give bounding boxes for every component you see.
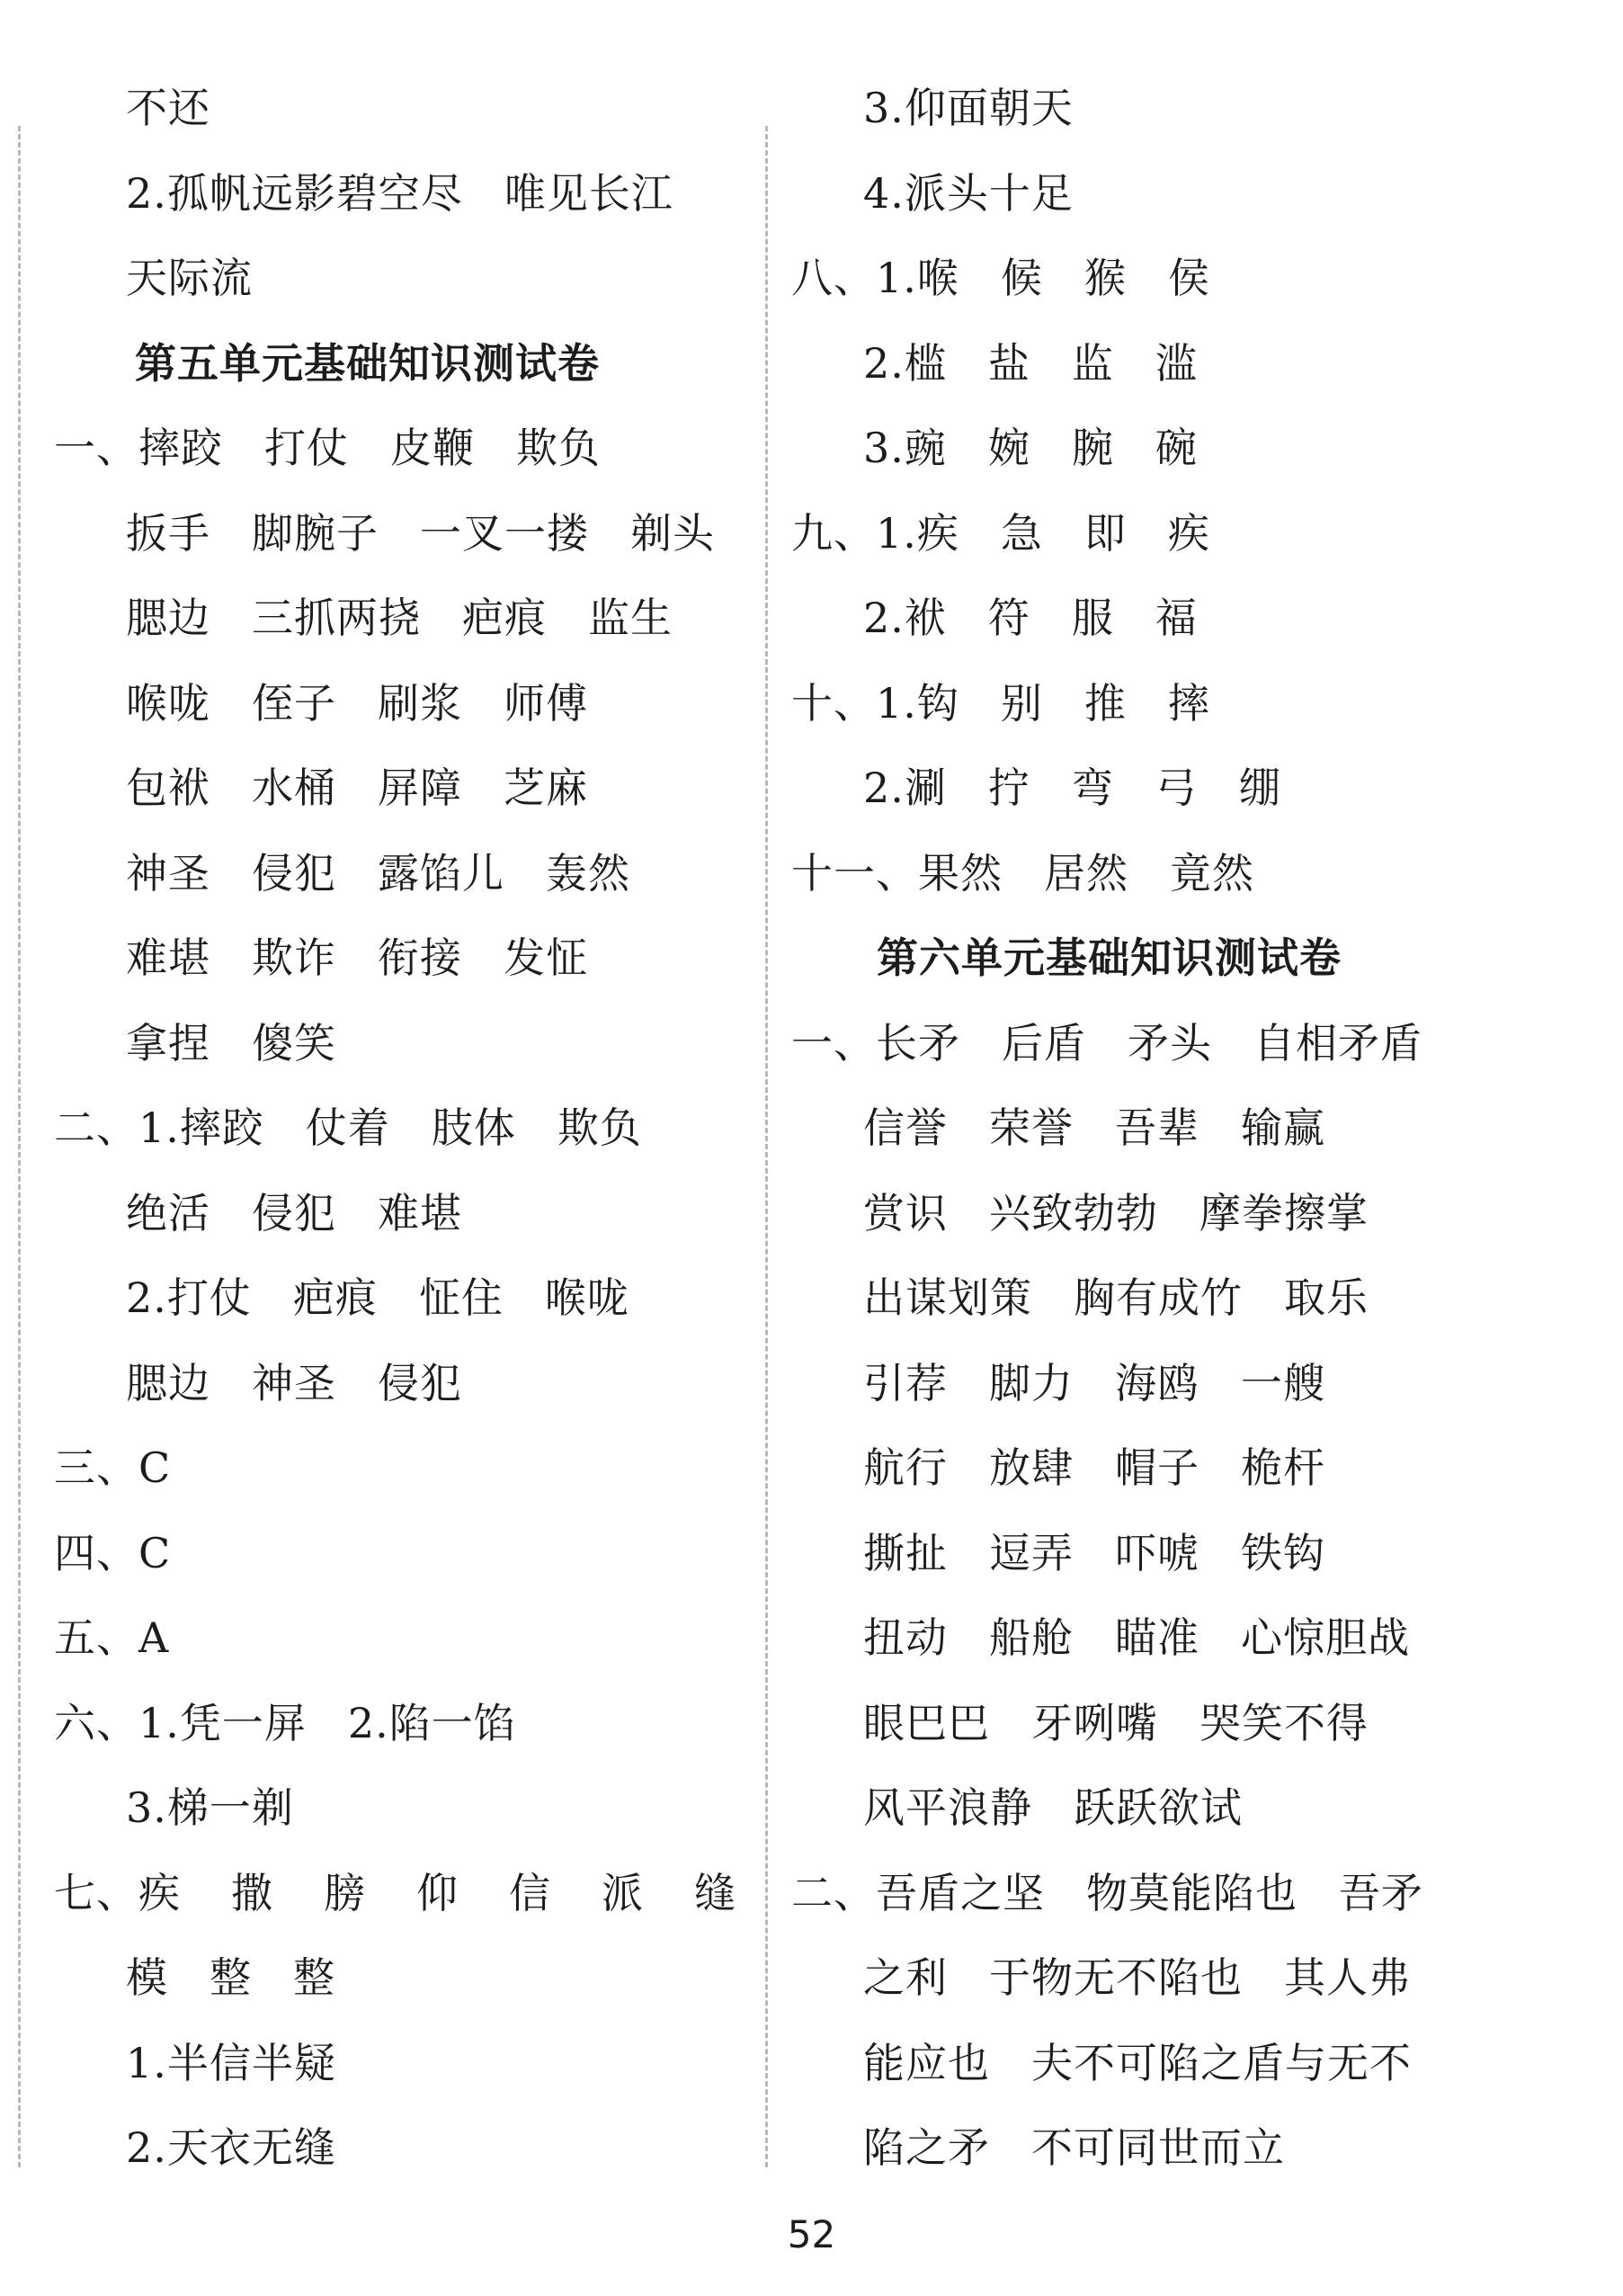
answer-text: 侵犯 (378, 1358, 462, 1407)
answer-line (863, 1092, 1325, 1164)
answer-text: 包袱 (126, 764, 210, 812)
answer-text: 侯 (1167, 254, 1210, 302)
answer-line (126, 752, 588, 824)
answer-text: 输赢 (1241, 1103, 1325, 1152)
answer-line (863, 1772, 1243, 1844)
answer-text: 剃头 (630, 508, 715, 558)
answer-text: 轰然 (546, 848, 630, 898)
answer-text: 仰 (416, 1868, 459, 1917)
answer-line (126, 1942, 335, 2014)
answer-line (126, 1772, 294, 1844)
answer-text: 2.打仗 (126, 1273, 252, 1322)
answer-line (126, 72, 210, 144)
answer-text: 弯 (1071, 764, 1114, 812)
answer-text: 摔 (1167, 678, 1210, 728)
answer-line (863, 1347, 1325, 1419)
answer-text: 猴 (1083, 254, 1127, 302)
answer-text: 铁钩 (1241, 1528, 1325, 1577)
answer-text: 绝活 (126, 1188, 210, 1237)
page-number: 52 (787, 2212, 836, 2256)
answer-text: 喉咙 (126, 678, 210, 728)
answer-text: 水桶 (252, 764, 336, 812)
answer-text: 滥 (1155, 338, 1198, 388)
answer-text: 居然 (1044, 848, 1128, 898)
answer-text: 风平浪静 (863, 1783, 1032, 1832)
answer-text: 福 (1155, 594, 1198, 642)
answer-text: 不还 (126, 84, 210, 132)
answer-line (126, 1262, 629, 1334)
answer-line (54, 1432, 171, 1504)
answer-text: 十、1.钩 (791, 678, 959, 728)
answer-text: 派 (602, 1868, 644, 1917)
answer-line (863, 1942, 1411, 2014)
answer-line (54, 1857, 736, 1929)
answer-text: 芝麻 (504, 764, 588, 812)
answer-line (863, 1602, 1410, 1674)
answer-line (863, 2112, 1285, 2184)
answer-text: 桅杆 (1241, 1443, 1325, 1492)
answer-text: 撒 (231, 1868, 273, 1917)
answer-text: 天际流 (126, 254, 253, 302)
answer-text: 四、C (54, 1528, 172, 1577)
answer-text: 三、C (54, 1443, 172, 1492)
answer-line (54, 1517, 171, 1589)
answer-text: 信 (509, 1868, 551, 1917)
answer-line (863, 1432, 1325, 1504)
answer-text: 十一、果然 (791, 848, 1003, 898)
answer-text: 胸有成竹 (1074, 1273, 1243, 1322)
answer-text: 欺负 (516, 424, 601, 472)
answer-text: 衔接 (378, 934, 462, 982)
answer-text: 师傅 (504, 678, 588, 728)
answer-line (126, 157, 673, 229)
answer-text: 2.袱 (863, 594, 947, 642)
answer-text: 跃跃欲试 (1074, 1783, 1243, 1832)
answer-text: 陷之矛 (863, 2123, 990, 2172)
left-dashed-border (18, 126, 21, 2167)
answer-text: 不可同世而立 (1031, 2123, 1285, 2172)
answer-line (126, 582, 673, 654)
answer-text: 模 (126, 1953, 168, 2002)
answer-text: 监 (1071, 338, 1114, 388)
answer-text: 航行 (863, 1443, 948, 1492)
answer-text: 神圣 (252, 1358, 336, 1407)
answer-line (863, 327, 1198, 399)
answer-text: 五、A (54, 1613, 170, 1662)
answer-text: 婉 (987, 424, 1030, 472)
answer-text: 难堪 (378, 1188, 462, 1237)
answer-text: 2.天衣无缝 (126, 2123, 336, 2172)
answer-text: 吾辈 (1115, 1103, 1199, 1152)
answer-text: 自相矛盾 (1253, 1018, 1422, 1068)
answer-text: 之利 (863, 1953, 948, 2002)
answer-text: 竟然 (1170, 848, 1254, 898)
answer-text: 仗着 (305, 1103, 390, 1152)
answer-text: 二、吾盾之坚 (791, 1868, 1045, 1917)
answer-text: 喉咙 (544, 1273, 629, 1322)
answer-text: 放肆 (989, 1443, 1074, 1492)
answer-text: 眼巴巴 (863, 1698, 990, 1747)
answer-text: 2.陷一馅 (347, 1698, 516, 1747)
answer-line (791, 837, 1254, 909)
answer-line (126, 497, 715, 569)
answer-text: 荣誉 (989, 1103, 1074, 1152)
answer-text: 弓 (1155, 764, 1198, 812)
answer-text: 二、1.摔跤 (54, 1103, 264, 1152)
answer-text: 推 (1083, 678, 1127, 728)
answer-line (863, 412, 1198, 484)
answer-line (863, 582, 1198, 654)
answer-text: 监生 (588, 594, 673, 642)
answer-text: 疾 (1167, 508, 1210, 558)
answer-text: 欺负 (557, 1103, 642, 1152)
answer-text: 整 (293, 1953, 335, 2002)
answer-text: 拿捏 (126, 1018, 210, 1068)
answer-text: 发怔 (504, 934, 588, 982)
answer-text: 欺诈 (252, 934, 336, 982)
section-heading: 第五单元基础知识测试卷 (135, 338, 600, 388)
answer-text: 扳手 (126, 508, 210, 558)
answer-line (126, 922, 588, 994)
answer-text: 兴致勃勃 (989, 1188, 1158, 1237)
answer-text: 帽子 (1115, 1443, 1199, 1492)
answer-text: 脚腕子 (252, 508, 379, 558)
center-dashed-divider (765, 126, 768, 2167)
answer-text: 候 (1000, 254, 1043, 302)
answer-text: 2.孤帆远影碧空尽 (126, 168, 463, 218)
answer-text: 一艘 (1241, 1358, 1325, 1407)
answer-text: 3.梯一剃 (126, 1783, 294, 1832)
answer-text: 腮边 (126, 594, 210, 642)
answer-text: 怔住 (418, 1273, 504, 1322)
answer-text: 刷浆 (378, 678, 462, 728)
answer-text: 一、长矛 (791, 1018, 960, 1068)
answer-text: 2.涮 (863, 764, 947, 812)
answer-line (54, 412, 601, 484)
answer-text: 瞄准 (1115, 1613, 1199, 1662)
answer-text: 心惊胆战 (1241, 1613, 1410, 1662)
answer-text: 疤痕 (292, 1273, 378, 1322)
answer-line (791, 242, 1210, 314)
answer-text: 引荐 (863, 1358, 948, 1407)
answer-line (791, 1007, 1422, 1079)
answer-line (126, 2112, 336, 2184)
answer-text: 3.仰面朝天 (863, 84, 1074, 132)
answer-text: 八、1.喉 (791, 254, 959, 302)
answer-text: 逗弄 (989, 1528, 1074, 1577)
answer-text: 2.槛 (863, 338, 947, 388)
answer-text: 侄子 (252, 678, 336, 728)
answer-line (126, 667, 588, 739)
answer-text: 物莫能陷也 (1086, 1868, 1298, 1917)
answer-text: 一叉一搂 (420, 508, 589, 558)
answer-text: 疤痕 (462, 594, 547, 642)
answer-text: 腮边 (126, 1358, 210, 1407)
answer-text: 屏障 (378, 764, 462, 812)
answer-line (54, 1602, 169, 1674)
answer-text: 三抓两挠 (252, 594, 421, 642)
answer-text: 膀 (324, 1868, 366, 1917)
answer-text: 九、1.疾 (791, 508, 959, 558)
answer-text: 夫不可陷之盾与无不 (1031, 2038, 1412, 2087)
answer-text: 即 (1083, 508, 1127, 558)
answer-text: 露馅儿 (378, 848, 504, 898)
answer-text: 摩拳擦掌 (1199, 1188, 1369, 1237)
answer-text: 神圣 (126, 848, 210, 898)
answer-text: 肢体 (431, 1103, 516, 1152)
answer-text: 别 (1000, 678, 1043, 728)
answer-line (126, 1177, 462, 1249)
answer-text: 腕 (1071, 424, 1114, 472)
answer-text: 4.派头十足 (863, 168, 1074, 218)
answer-text: 其人弗 (1284, 1953, 1411, 2002)
answer-line (54, 1687, 516, 1759)
answer-text: 难堪 (126, 934, 210, 982)
answer-line (863, 1177, 1369, 1249)
answer-text: 唯见长江 (504, 168, 673, 218)
answer-line (791, 1857, 1423, 1929)
answer-text: 信誉 (863, 1103, 948, 1152)
answer-text: 出谋划策 (863, 1273, 1032, 1322)
answer-text: 吓唬 (1115, 1528, 1199, 1577)
answer-text: 六、1.凭一屏 (54, 1698, 307, 1747)
answer-text: 吾矛 (1339, 1868, 1423, 1917)
answer-line (863, 157, 1074, 229)
answer-text: 脚力 (989, 1358, 1074, 1407)
answer-text: 皮鞭 (390, 424, 475, 472)
answer-text: 急 (1000, 508, 1043, 558)
answer-line (126, 242, 253, 314)
answer-line (863, 72, 1074, 144)
answer-line (791, 667, 1210, 739)
answer-text: 服 (1071, 594, 1114, 642)
answer-text: 哭笑不得 (1199, 1698, 1369, 1747)
answer-text: 取乐 (1284, 1273, 1369, 1322)
answer-text: 于物无不陷也 (989, 1953, 1243, 2002)
answer-line (863, 1517, 1325, 1589)
answer-line (863, 752, 1281, 824)
answer-text: 绷 (1238, 764, 1281, 812)
answer-line (863, 2027, 1412, 2099)
answer-text: 海鸥 (1115, 1358, 1199, 1407)
answer-text: 拧 (987, 764, 1030, 812)
answer-text: 赏识 (863, 1188, 948, 1237)
answer-text: 缝 (694, 1868, 736, 1917)
answer-text: 一、摔跤 (54, 424, 223, 472)
answer-text: 侵犯 (252, 1188, 336, 1237)
answer-text: 矛头 (1128, 1018, 1212, 1068)
answer-line (126, 1347, 462, 1419)
answer-text: 傻笑 (252, 1018, 336, 1068)
answer-text: 碗 (1155, 424, 1198, 472)
answer-text: 扭动 (863, 1613, 948, 1662)
answer-text: 3.豌 (863, 424, 947, 472)
answer-text: 后盾 (1002, 1018, 1086, 1068)
answer-text: 打仗 (264, 424, 349, 472)
answer-line (863, 1262, 1369, 1334)
answer-line (126, 2027, 336, 2099)
answer-text: 七、疾 (54, 1868, 181, 1917)
answer-text: 船舱 (989, 1613, 1074, 1662)
answer-text: 整 (210, 1953, 252, 2002)
answer-line (863, 1687, 1369, 1759)
answer-text: 盐 (987, 338, 1030, 388)
answer-text: 牙咧嘴 (1031, 1698, 1158, 1747)
answer-text: 符 (987, 594, 1030, 642)
answer-text: 能应也 (863, 2038, 990, 2087)
answer-text: 侵犯 (252, 848, 336, 898)
section-heading: 第六单元基础知识测试卷 (877, 934, 1342, 982)
answer-line (54, 1092, 642, 1164)
answer-line (126, 1007, 336, 1079)
answer-line (791, 497, 1210, 569)
answer-text: 1.半信半疑 (126, 2038, 336, 2087)
answer-text: 撕扯 (863, 1528, 948, 1577)
answer-line (126, 837, 630, 909)
